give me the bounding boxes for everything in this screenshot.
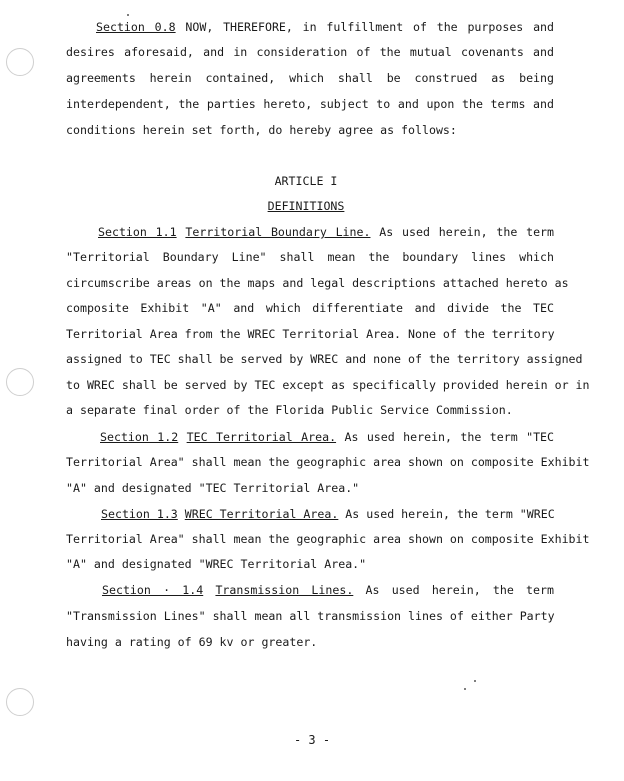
section-1-2-text: As used herein, the term "TEC [336, 430, 555, 444]
scan-speck [474, 680, 476, 682]
section-1-1-title: Territorial Boundary Line. [185, 225, 371, 239]
section-1-1-line-5: Territorial Area from the WREC Territorial Area. None of the territory [66, 327, 555, 341]
section-1-1-line-8: a separate final order of the Florida Public Service Commission. [66, 403, 513, 417]
section-1-3-number: Section 1.3 [101, 507, 178, 521]
section-0-8-text: NOW, THEREFORE, in fulfillment of the purposes and [175, 20, 555, 34]
section-1-4-line-2: "Transmission Lines" shall mean all transmission lines of either Party [66, 609, 555, 623]
section-1-1-line-7: to WREC shall be served by TEC except as specifically provided herein or in [66, 378, 590, 392]
section-1-3-line-3: "A" and designated "WREC Territorial Area." [66, 557, 367, 571]
punch-hole-bottom [6, 688, 34, 716]
section-0-8-line-5: conditions herein set forth, do hereby agree as follows: [66, 123, 457, 137]
section-1-1-line-2: "Territorial Boundary Line" shall mean the boundary lines which [66, 250, 554, 264]
section-1-2-title: TEC Territorial Area. [186, 430, 337, 444]
punch-hole-top [6, 48, 34, 76]
section-0-8-heading: Section 0.8 [96, 20, 176, 34]
article-subtitle [0, 199, 612, 213]
section-1-2-line-1 [66, 430, 554, 444]
section-1-3-line-2: Territorial Area" shall mean the geographic area shown on composite Exhibit [66, 532, 590, 546]
section-0-8-line-3: agreements herein contained, which shall be construed as being [66, 71, 554, 85]
scan-speck [464, 688, 466, 690]
section-1-4-text: As used herein, the term [353, 583, 554, 597]
page-number: - 3 - [293, 733, 331, 747]
section-1-2-line-3: "A" and designated "TEC Territorial Area." [66, 481, 360, 495]
section-0-8-line-2: desires aforesaid, and in consideration of the mutual covenants and [66, 45, 554, 59]
section-1-1-text: As used herein, the term [370, 225, 555, 239]
scan-speck [127, 14, 129, 16]
section-1-3-title: WREC Territorial Area. [184, 507, 339, 521]
section-1-2-line-2: Territorial Area" shall mean the geographic area shown on composite Exhibit [66, 455, 590, 469]
section-1-1-line-6: assigned to TEC shall be served by WREC and none of the territory assigned [66, 352, 583, 366]
section-1-1-line-1 [66, 225, 554, 239]
section-1-3-line-1 [66, 507, 554, 521]
section-1-4-title: Transmission Lines. [215, 583, 354, 597]
punch-hole-middle [6, 368, 34, 396]
section-1-1-number: Section 1.1 [98, 225, 177, 239]
section-0-8-line-1 [66, 20, 554, 34]
section-1-3-text: As used herein, the term "WREC [338, 507, 555, 521]
article-title: ARTICLE I [274, 174, 338, 188]
section-1-2-number: Section 1.2 [100, 430, 179, 444]
section-1-4-line-3: having a rating of 69 kv or greater. [66, 635, 318, 649]
section-1-4-line-1 [66, 583, 554, 597]
section-1-1-line-3: circumscribe areas on the maps and legal descriptions attached hereto as [66, 276, 569, 290]
section-1-1-line-4: composite Exhibit "A" and which differentiate and divide the TEC [66, 301, 554, 315]
section-1-4-number: Section · 1.4 [102, 583, 204, 597]
definitions-heading: DEFINITIONS [267, 199, 345, 213]
section-0-8-line-4: interdependent, the parties hereto, subject to and upon the terms and [66, 97, 554, 111]
